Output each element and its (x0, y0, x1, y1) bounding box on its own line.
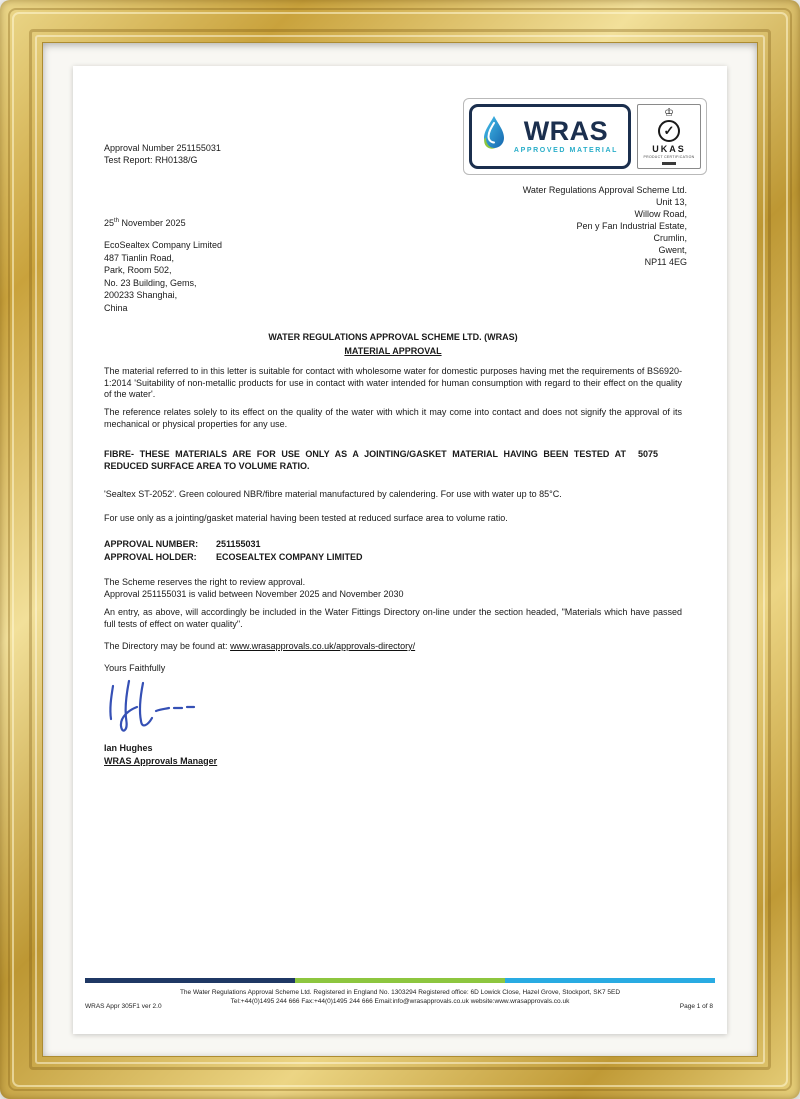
approval-number-value: 251155031 (216, 539, 261, 549)
validity-line: Approval 251155031 is valid between November 2025 and November 2030 (104, 589, 404, 599)
checkmark-icon: ✓ (658, 120, 680, 142)
letter-subtitle: MATERIAL APPROVAL (344, 346, 442, 356)
water-drop-icon (481, 115, 507, 156)
test-report-ref: Test Report: RH0138/G (104, 154, 198, 165)
directory-link[interactable]: www.wrasapprovals.co.uk/approvals-directory/ (230, 641, 416, 651)
letter-title: WATER REGULATIONS APPROVAL SCHEME LTD. (WRAS) (268, 332, 518, 342)
sender-address-line: NP11 4EG (644, 257, 687, 267)
paragraph-material-suitability: The material referred to in this letter is suitable for contact with wholesome water for domestic purposes having met the requirements of BS6920-1:2014 'Suitability of non-metallic products for use in contact with water intended for human consumption with regard to their effect on the quality of the water'. (104, 366, 682, 399)
reference-block (104, 143, 221, 166)
approval-holder-row (104, 551, 363, 564)
fibre-statement: FIBRE- THESE MATERIALS ARE FOR USE ONLY AS A JOINTING/GASKET MATERIAL HAVING BEEN TESTED AT REDUCED SURFACE AREA TO VOLUME RATIO. (104, 449, 626, 471)
recipient-address (104, 239, 222, 314)
letter-title-block (104, 332, 682, 358)
footer-bar-navy (85, 978, 295, 983)
paragraph-reference-scope: The reference relates solely to its effect on the quality of the water with which it may come into contact and does not signify the approval of its mechanical or physical properties for any use. (104, 407, 682, 429)
sender-address-line: Crumlin, (653, 233, 687, 243)
certification-logos (463, 98, 707, 175)
ukas-accreditation-logo (637, 104, 701, 169)
recipient-address-line: No. 23 Building, Gems, (104, 277, 197, 288)
ukas-number-mark (662, 162, 676, 165)
crown-icon: ♔ (664, 107, 674, 119)
signer-title: WRAS Approvals Manager (104, 755, 218, 766)
sender-address (523, 184, 687, 268)
closing-salutation: Yours Faithfully (104, 663, 166, 673)
sender-address-line: Pen y Fan Industrial Estate, (576, 221, 687, 231)
recipient-address-line: 200233 Shanghai, (104, 290, 178, 300)
sender-address-line: Willow Road, (634, 209, 687, 219)
approval-number-row (104, 538, 363, 551)
footer-bar-green (295, 978, 505, 983)
page-number: Page 1 of 8 (679, 1003, 713, 1010)
recipient-address-line: 487 Tianlin Road, (104, 252, 175, 263)
wras-wordmark: WRAS (523, 115, 609, 146)
sender-address-line: Gwent, (658, 245, 687, 255)
directory-line (104, 641, 415, 653)
ukas-subtext: PRODUCT CERTIFICATION (643, 155, 695, 159)
review-line: The Scheme reserves the right to review approval. (104, 577, 306, 587)
footer-contact-line: Tel:+44(0)1495 244 666 Fax:+44(0)1495 244 666 Email:info@wrasapprovals.co.uk website:www.wrasapprovals.co.uk (230, 998, 570, 1005)
sender-address-line: Unit 13, (655, 197, 687, 207)
footer-registered-line: The Water Regulations Approval Scheme Ltd. Registered in England No. 1303294 Registered office: 6D Lowick Close, Hazel Grove, Stockport, SK7 5ED (179, 989, 621, 996)
directory-prefix: The Directory may be found at: (104, 641, 231, 651)
recipient-address-line: China (104, 302, 128, 313)
signer-block (104, 743, 217, 767)
footer-color-bar (85, 978, 715, 983)
wras-tagline: APPROVED MATERIAL (513, 146, 618, 154)
signature-image (99, 676, 229, 743)
recipient-address-line: EcoSealtex Company Limited (104, 240, 223, 250)
product-description: 'Sealtex ST-2052'. Green coloured NBR/fibre material manufactured by calendering. For use with water up to 85°C. (104, 489, 562, 499)
review-validity-block (104, 576, 404, 600)
footer-bar-blue (505, 978, 715, 983)
date-ordinal: th (114, 218, 120, 224)
wras-approved-material-logo (469, 104, 631, 169)
fibre-code: 5075 (638, 449, 659, 459)
recipient-address-line: Park, Room 502, (104, 265, 172, 275)
fibre-statement-row (104, 449, 682, 472)
footer-text (104, 988, 696, 1006)
ukas-wordmark: UKAS (652, 144, 686, 154)
approval-holder-value: ECOSEALTEX COMPANY LIMITED (216, 551, 363, 562)
directory-entry-paragraph: An entry, as above, will accordingly be included in the Water Fittings Directory on-line under the section headed, "Materials which have passed full tests of effect on water quality". (104, 607, 682, 629)
approval-number-ref: Approval Number 251155031 (104, 143, 221, 153)
approval-holder-label: APPROVAL HOLDER: (104, 551, 197, 562)
document-reference: WRAS Appr 305F1 ver 2.0 (85, 1003, 162, 1010)
signer-name: Ian Hughes (104, 743, 153, 753)
use-statement: For use only as a jointing/gasket material having been tested at reduced surface area to volume ratio. (104, 513, 508, 523)
approval-details (104, 538, 363, 563)
approval-number-label: APPROVAL NUMBER: (104, 539, 199, 549)
letter-page (73, 66, 727, 1034)
letter-date: 25th November 2025 (104, 218, 186, 228)
sender-address-line: Water Regulations Approval Scheme Ltd. (522, 185, 687, 195)
